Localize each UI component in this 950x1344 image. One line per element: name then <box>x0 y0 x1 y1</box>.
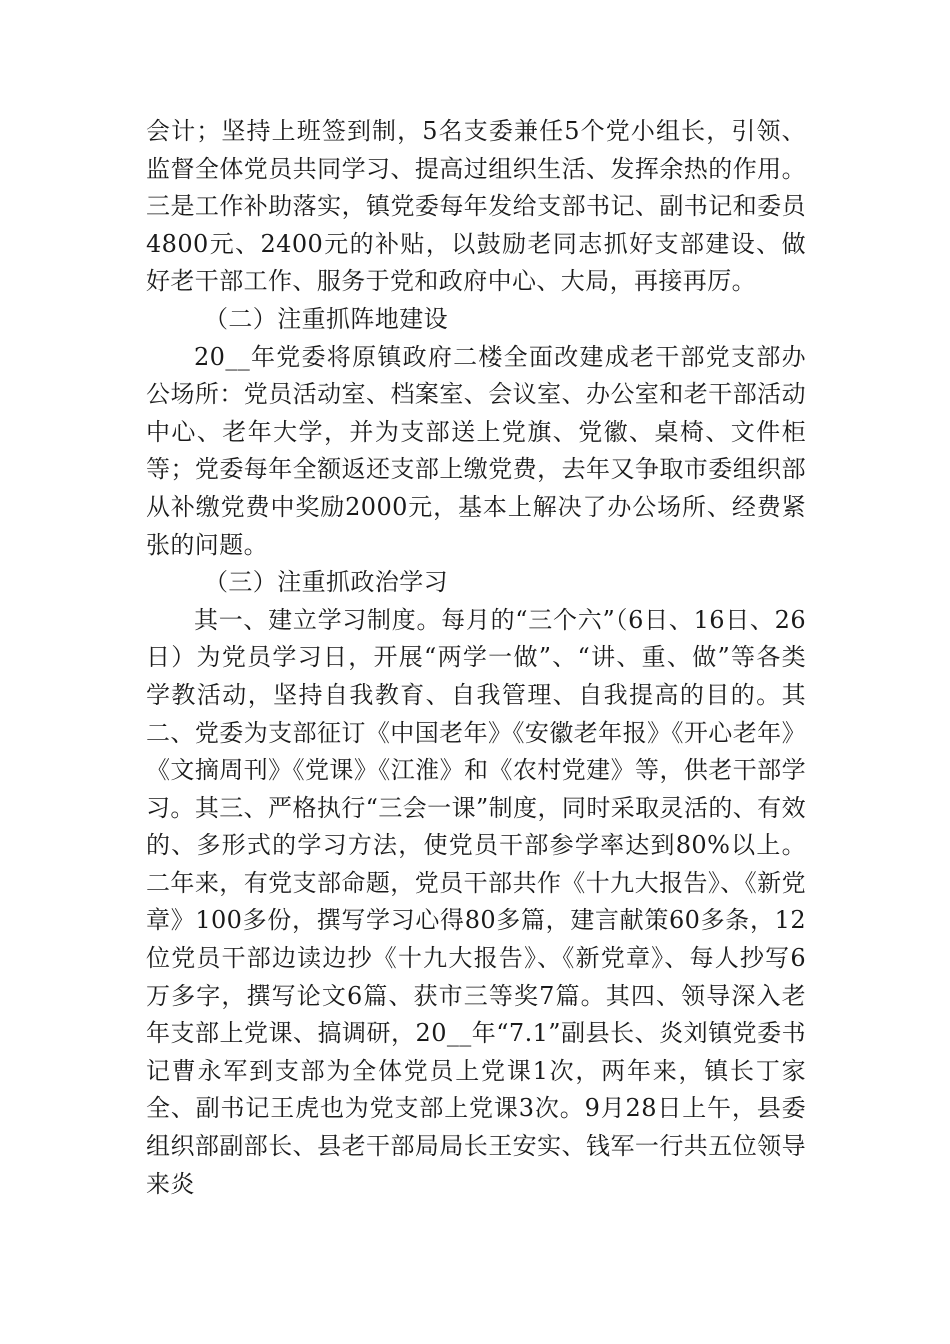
paragraph-position-building: 20__年党委将原镇政府二楼全面改建成老干部党支部办公场所：党员活动室、档案室、会议室、办公室和老干部活动中心、老年大学，并为支部送上党旗、党徽、桌椅、文件柜等；党委每年全额返还支部上缴党费，去年又争取市委组织部从补缴党费中奖励2000元，基本上解决了办公场所、经费紧张的问题。 <box>146 342 806 559</box>
paragraph-political-study: 其一、建立学习制度。每月的“三个六”（6日、16日、26日）为党员学习日，开展“两学一做”、“讲、重、做”等各类学教活动，坚持自我教育、自我管理、自我提高的目的。其二、党委为支部征订《中国老年》《安徽老年报》《开心老年》《文摘周刊》《党课》《江淮》和《农村党建》等，供老干部学习。其三、严格执行“三会一课”制度，同时采取灵活的、有效的、多形式的学习方法，使党员干部参学率达到80%以上。二年来，有党支部命题，党员干部共作《十九大报告》、《新党章》100多份，撰写学习心得80多篇，建言献策60多条，12位党员干部边读边抄《十九大报告》、《新党章》、每人抄写6万多字，撰写论文6篇、获市三等奖7篇。其四、领导深入老年支部上党课、搞调研，20__年“7.1”副县长、炎刘镇党委书记曹永军到支部为全体党员上党课1次，两年来，镇长丁家全、副书记王虎也为党支部上党课3次。9月28日上午，县委组织部副部长、县老干部局局长王安实、钱军一行共五位领导来炎 <box>146 605 806 1198</box>
section-heading-position-building: （二）注重抓阵地建设 <box>204 304 448 333</box>
section-heading-political-study: （三）注重抓政治学习 <box>204 568 448 597</box>
paragraph-support-measures: 会计；坚持上班签到制，5名支委兼任5个党小组长，引领、监督全体党员共同学习、提高过组织生活、发挥余热的作用。三是工作补助落实，镇党委每年发给支部书记、副书记和委员4800元、2400元的补贴，以鼓励老同志抓好支部建设、做好老干部工作、服务于党和政府中心、大局，再接再厉。 <box>146 117 806 296</box>
document-page <box>146 113 806 1203</box>
